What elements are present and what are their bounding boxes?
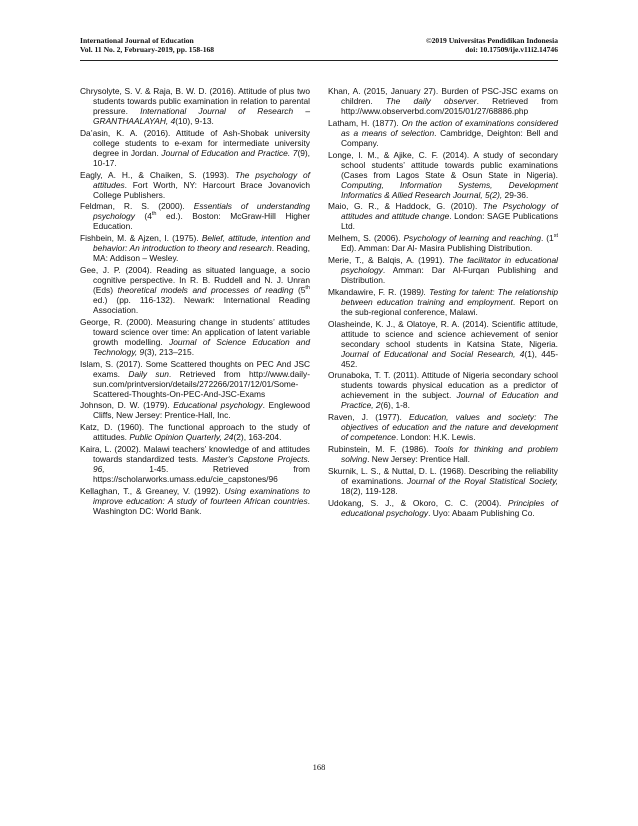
reference-text: 18(2), 119-128. <box>341 485 398 496</box>
reference-text: . Uyo: Abaam Publishing Co. <box>428 507 535 518</box>
references-right-column <box>328 86 558 519</box>
reference-text: Educational psychology <box>173 400 263 411</box>
reference-text: Maio, G. R., & Haddock, G. (2010). <box>328 201 483 212</box>
reference-text: Latham, H. (1877). <box>328 117 402 128</box>
reference-text: Skurnik, L. S., & Nuttal, D. L. (1968). Describing the reliability of examinations. <box>328 465 558 486</box>
reference-text: . London: H.K. Lewis. <box>395 432 476 443</box>
reference-text: 29-36. <box>502 189 529 200</box>
reference-entry <box>328 370 558 410</box>
reference-text: Journal of Science Education and Technology, 9 <box>93 336 311 357</box>
reference-text: Journal of Educational and Social Research, 4 <box>341 348 525 359</box>
reference-entry <box>328 287 558 317</box>
reference-text: The psychology of attitudes <box>93 169 310 190</box>
reference-text: . Reading, MA: Addison – Wesley. <box>93 243 310 264</box>
header-rule <box>80 60 558 61</box>
reference-text: The facilitator in educational psychology <box>341 254 558 275</box>
reference-text: . Fort Worth, NY: Harcourt Brace Jovanovich College Publishers. <box>93 179 310 200</box>
reference-entry <box>80 265 310 315</box>
reference-text: Olasheinde, K. J., & Olatoye, R. A. (2014). Scientific attitude, attitude to science and science achievement of senior secondary school students in Katsina State, Nigeria. <box>328 318 558 349</box>
volume-info: Vol. 11 No. 2, February-2019, pp. 158-168 <box>80 45 215 55</box>
reference-text: . Retrieved from http://www.daily-sun.com/printversion/details/272266/2017/12/01/Some-Scattered-Thoughts-On-PEC-And-JSC-Exams <box>93 368 310 399</box>
reference-text: . Washington DC: World Bank. <box>93 495 310 516</box>
page-number: 168 <box>312 762 326 772</box>
reference-text: . Amman: Dar Al-Furqan Publishing and Distribution. <box>341 264 558 285</box>
reference-entry <box>328 201 558 231</box>
reference-text: Using examinations to improve education: A study of fourteen African countries <box>93 485 310 506</box>
reference-text: . Report on the sub-regional conference, Malawi. <box>341 296 558 317</box>
reference-text: Kellaghan, T., & Greaney, V. (1992). <box>80 485 225 496</box>
reference-text: Longe, I. M., & Ajike, C. F. (2014). A study of secondary school students’ attitude towards public examinations (Cases from Lagos State & Osun State in Nigeria). <box>328 149 558 180</box>
reference-entry <box>80 128 310 168</box>
reference-text: ed.) (pp. 116-132). Newark: International Reading Association. <box>93 294 310 315</box>
reference-text: Johnson, D. W. (1979). <box>80 400 174 411</box>
reference-text: (4 <box>134 211 152 222</box>
reference-text: (5 <box>293 284 306 295</box>
reference-text: (3), 213–215. <box>144 346 195 357</box>
reference-entry <box>80 444 310 484</box>
reference-entry <box>328 319 558 369</box>
reference-text: The daily observer <box>385 96 477 106</box>
reference-text: Fishbein, M. & Ajzen, I. (1975). <box>80 233 202 244</box>
reference-text: (6), 1-8. <box>380 400 410 411</box>
reference-text: Da’asin, K. A. (2016). Attitude of Ash-Shobak university college students to e-exam for intermediate university degree in Jordan. <box>80 127 310 158</box>
reference-text: Principles of educational psychology <box>341 497 558 518</box>
reference-text: Udokang, S. J., & Okoro, C. C. (2004). <box>328 497 509 508</box>
reference-entry <box>80 233 310 263</box>
reference-entry <box>80 170 310 200</box>
reference-text: Belief, attitude, intention and behavior: An introduction to theory and research <box>93 233 310 254</box>
reference-entry <box>328 444 558 464</box>
reference-text: Orunaboka, T. T. (2011). Attitude of Nigeria secondary school students towards physical education as a predictor of achievement in the subject. <box>328 370 558 401</box>
reference-entry <box>328 466 558 496</box>
reference-text: Computing, Information Systems, Development Informatics & Allied Research Journal, 5(2), <box>341 179 558 200</box>
reference-text: Mkandawire, F. R. (1989 <box>328 286 421 297</box>
reference-text: Psychology of learning and reaching <box>403 233 541 244</box>
reference-text: Feldman, R. S. (2000). <box>80 201 194 212</box>
reference-text: On the action of examinations considered as a means of selection <box>341 117 558 138</box>
reference-text: George, R. (2000). Measuring change in students’ attitudes toward science over time: An application of latent variable growth modelling. <box>80 316 310 347</box>
reference-text: Tools for thinking and problem solving <box>341 443 559 464</box>
reference-entry <box>328 86 558 116</box>
reference-text: Raven, J. (1977). <box>328 412 409 423</box>
reference-text: Daily sun <box>128 368 169 379</box>
reference-text: Essentials of understanding psychology <box>93 201 310 222</box>
reference-text: (9), 10-17. <box>93 147 310 168</box>
reference-text: . (1 <box>540 233 554 244</box>
reference-text: Kaira, L. (2002). Malawi teachers’ knowledge of and attitudes towards standardized tests. <box>80 443 310 464</box>
reference-text: ). Testing for talent: The relationship between education training and employment <box>341 286 558 307</box>
reference-entry <box>80 201 310 231</box>
reference-entry <box>328 412 558 442</box>
reference-text: Education, values and society: The objectives of education and the nature and development of competence <box>341 412 558 443</box>
reference-text: 1-45. Retrieved from https://scholarworks.umass.edu/cie_capstones/96 <box>93 463 310 484</box>
reference-text: (1), 445-452. <box>341 348 558 369</box>
reference-entry <box>328 498 558 518</box>
reference-text: International Journal of Research –GRANTHAALAYAH, 4 <box>93 106 310 126</box>
reference-text: theoretical models and processes of reading <box>117 284 294 295</box>
reference-text: ed.). Boston: McGraw-Hill Higher Education. <box>93 211 311 232</box>
reference-text: Islam, S. (2017). Some Scattered thoughts on PEC And JSC exams. <box>80 358 310 379</box>
reference-text: th <box>151 211 157 218</box>
copyright-notice: ©2019 Universitas Pendidikan Indonesia <box>425 36 558 45</box>
reference-text: . New Jersey: Prentice Hall. <box>367 453 470 464</box>
reference-entry <box>80 359 310 399</box>
reference-entry <box>80 422 310 442</box>
references-left-column <box>80 86 310 518</box>
reference-text: . Englewood Cliffs, New Jersey: Prentice-Hall, Inc. <box>93 400 310 421</box>
reference-text: The Psychology of attitudes and attitude change <box>341 201 558 222</box>
reference-entry <box>328 150 558 200</box>
reference-text: Journal of Education and Practice. 7 <box>161 147 298 158</box>
reference-text: Journal of Education and Practice, 2 <box>341 390 558 411</box>
running-header <box>80 36 558 55</box>
reference-text: Journal of the Royal Statistical Society, <box>407 475 559 486</box>
reference-text: st <box>553 233 558 240</box>
doi: doi: 10.17509/ije.v11i2.14746 <box>465 45 558 55</box>
reference-text: Eagly, A. H., & Chaiken, S. (1993). <box>80 169 235 180</box>
reference-text: . Cambridge, Deighton: Bell and Company. <box>341 127 558 148</box>
reference-text: Khan, A. (2015, January 27). Burden of PSC-JSC exams on children. <box>328 86 558 106</box>
reference-text: th <box>305 285 311 292</box>
reference-text: Melhem, S. (2006). <box>328 233 404 244</box>
reference-text: Katz, D. (1960). The functional approach to the study of attitudes. <box>80 422 310 443</box>
reference-text: Gee, J. P. (2004). Reading as situated language, a socio cognitive perspective. In R. B. Ruddell and N. J. Unran (Eds) <box>80 264 310 295</box>
reference-text: Master's Capstone Projects. 96, <box>93 453 311 474</box>
reference-text: Ed). Amman: Dar Al- Masira Publishing Distribution. <box>341 243 533 254</box>
reference-entry <box>80 86 310 126</box>
reference-text: Merie, T., & Balqis, A. (1991). <box>328 254 449 265</box>
reference-text: Rubinstein, M. F. (1986). <box>328 443 434 454</box>
reference-text: (2), 163-204. <box>233 432 282 443</box>
reference-text: . London: SAGE Publications Ltd. <box>341 211 559 232</box>
reference-text: (10), 9-13. <box>175 116 214 126</box>
reference-text: Public Opinion Quarterly, 24 <box>129 432 234 443</box>
reference-entry <box>328 118 558 148</box>
reference-entry <box>80 400 310 420</box>
reference-entry <box>80 317 310 357</box>
journal-name: International Journal of Education <box>80 36 194 45</box>
reference-text: . Retrieved from http://www.observerbd.com/2015/01/27/68886.php <box>341 96 558 116</box>
reference-entry <box>80 486 310 516</box>
reference-entry <box>328 233 558 253</box>
reference-entry <box>328 255 558 285</box>
reference-text: Chrysolyte, S. V. & Raja, B. W. D. (2016). Attitude of plus two students towards public examination in relation to parental pressure. <box>80 86 310 116</box>
